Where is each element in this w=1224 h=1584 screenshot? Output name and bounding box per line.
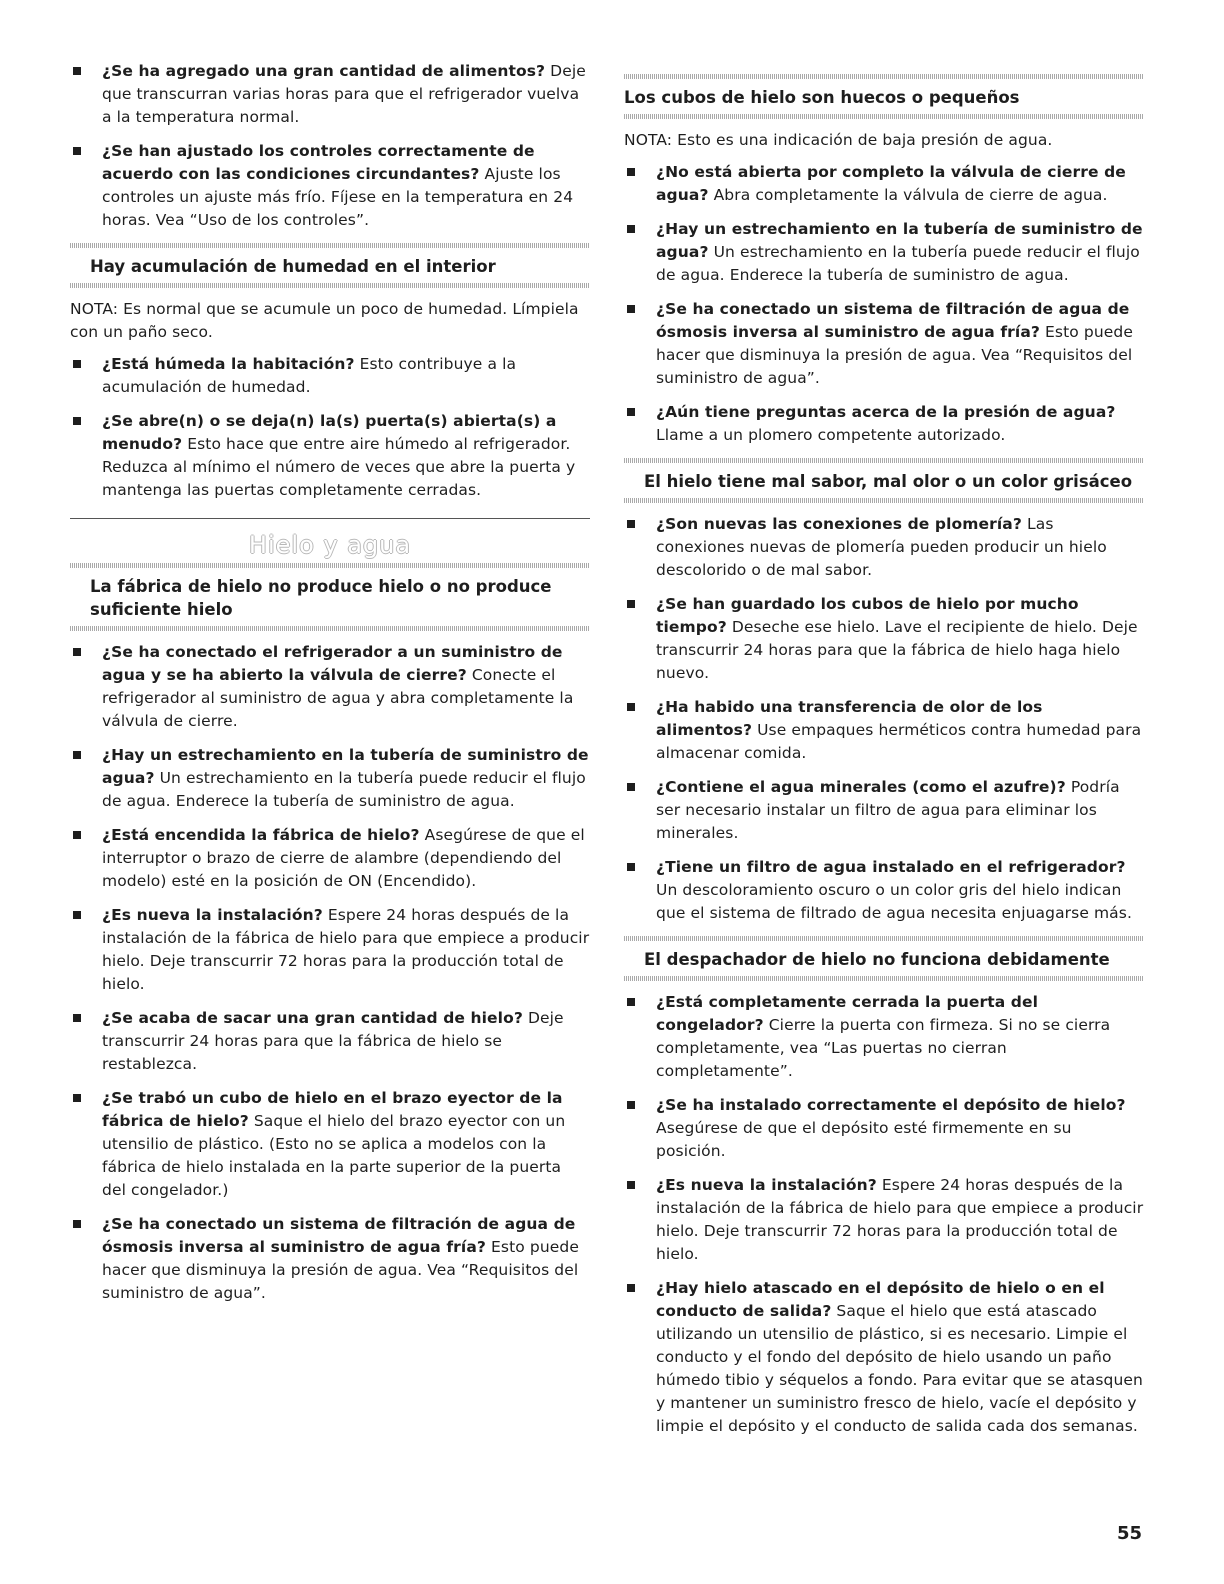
taste-heading: El hielo tiene mal sabor, mal olor o un color grisáceo <box>624 458 1144 503</box>
bullet-icon <box>73 648 81 656</box>
list-item: ¿Contiene el agua minerales (como el azufre)? Podría ser necesario instalar un filtro de agua para eliminar los minerales. <box>624 776 1144 845</box>
bullet-icon <box>73 67 81 75</box>
bullet-icon <box>73 1094 81 1102</box>
hollow-cubes-note: NOTA: Esto es una indicación de baja presión de agua. <box>624 131 1053 149</box>
bullet-icon <box>73 360 81 368</box>
bullet-icon <box>73 1014 81 1022</box>
bullet-icon <box>73 1220 81 1228</box>
list-item: ¿Ha habido una transferencia de olor de los alimentos? Use empaques herméticos contra humedad para almacenar comida. <box>624 696 1144 765</box>
list-item: ¿Se ha agregado una gran cantidad de alimentos? Deje que transcurran varias horas para que el refrigerador vuelva a la temperatura normal. <box>70 60 590 129</box>
list-item: ¿Son nuevas las conexiones de plomería? Las conexiones nuevas de plomería pueden producir un hielo descolorido o de mal sabor. <box>624 513 1144 582</box>
list-item: ¿Se han guardado los cubos de hielo por mucho tiempo? Deseche ese hielo. Lave el recipiente de hielo. Deje transcurrir 24 horas para que la fábrica de hielo haga hielo nuevo. <box>624 593 1144 685</box>
right-column <box>624 70 1144 1449</box>
section-divider <box>70 518 590 519</box>
list-item: ¿Se trabó un cubo de hielo en el brazo eyector de la fábrica de hielo? Saque el hielo del brazo eyector con un utensilio de plástico. (Esto no se aplica a modelos con la fábrica de hielo instalada en la parte superior de la puerta del congelador.) <box>70 1087 590 1202</box>
humidity-note: NOTA: Es normal que se acumule un poco de humedad. Límpiela con un paño seco. <box>70 300 579 341</box>
bullet-icon <box>627 520 635 528</box>
bullet-icon <box>73 911 81 919</box>
icemaker-list <box>70 641 590 1305</box>
bullet-icon <box>627 998 635 1006</box>
bullet-icon <box>627 783 635 791</box>
bullet-icon <box>627 1181 635 1189</box>
list-item: ¿Aún tiene preguntas acerca de la presión de agua? Llame a un plomero competente autorizado. <box>624 401 1144 447</box>
list-item: ¿Está encendida la fábrica de hielo? Asegúrese de que el interruptor o brazo de cierre de alambre (dependiendo del modelo) esté en la posición de ON (Encendido). <box>70 824 590 893</box>
bullet-icon <box>73 417 81 425</box>
taste-list <box>624 513 1144 925</box>
hollow-cubes-list <box>624 161 1144 447</box>
list-item: ¿Es nueva la instalación? Espere 24 horas después de la instalación de la fábrica de hielo para que empiece a producir hielo. Deje transcurrir 72 horas para la producción total de hielo. <box>70 904 590 996</box>
list-item: ¿Se ha conectado el refrigerador a un suministro de agua y se ha abierto la válvula de cierre? Conecte el refrigerador al suministro de agua y abra completamente la válvula de cierre. <box>70 641 590 733</box>
bullet-icon <box>627 305 635 313</box>
page-number: 55 <box>1116 1523 1142 1544</box>
bullet-icon <box>627 1284 635 1292</box>
humidity-heading: Hay acumulación de humedad en el interior <box>70 243 590 288</box>
humidity-list <box>70 353 590 502</box>
dispenser-heading: El despachador de hielo no funciona debidamente <box>624 936 1144 981</box>
left-column <box>70 60 590 1316</box>
list-item: ¿Está completamente cerrada la puerta del congelador? Cierre la puerta con firmeza. Si no se cierra completamente, vea “Las puertas no cierran completamente”. <box>624 991 1144 1083</box>
list-item: ¿Se abre(n) o se deja(n) la(s) puerta(s) abierta(s) a menudo? Esto hace que entre aire húmedo al refrigerador. Reduzca al mínimo el número de veces que abre la puerta y mantenga las puertas completamente cerradas. <box>70 410 590 502</box>
dispenser-list <box>624 991 1144 1438</box>
list-item: ¿Tiene un filtro de agua instalado en el refrigerador? Un descoloramiento oscuro o un color gris del hielo indican que el sistema de filtrado de agua necesita enjuagarse más. <box>624 856 1144 925</box>
bullet-icon <box>73 147 81 155</box>
list-item: ¿Hay hielo atascado en el depósito de hielo o en el conducto de salida? Saque el hielo que está atascado utilizando un utensilio de plástico, si es necesario. Limpie el conducto y el fondo del depósito de hielo usando un paño húmedo tibio y séquelos a fondo. Para evitar que se atasquen y mantener un suministro fresco de hielo, vacíe el depósito y limpie el depósito y el conducto de salida cada dos semanas. <box>624 1277 1144 1438</box>
list-item: ¿No está abierta por completo la válvula de cierre de agua? Abra completamente la válvula de cierre de agua. <box>624 161 1144 207</box>
intro-list <box>70 60 590 232</box>
bullet-icon <box>627 600 635 608</box>
bullet-icon <box>627 1101 635 1109</box>
icemaker-heading: La fábrica de hielo no produce hielo o no produce suficiente hielo <box>70 563 590 631</box>
list-item: ¿Hay un estrechamiento en la tubería de suministro de agua? Un estrechamiento en la tubería puede reducir el flujo de agua. Enderece la tubería de suministro de agua. <box>624 218 1144 287</box>
bullet-icon <box>627 408 635 416</box>
list-item: ¿Se han ajustado los controles correctamente de acuerdo con las condiciones circundantes? Ajuste los controles un ajuste más frío. Fíjese en la temperatura en 24 horas. Vea “Uso de los controles”. <box>70 140 590 232</box>
bullet-icon <box>73 751 81 759</box>
bullet-icon <box>627 168 635 176</box>
list-item: ¿Está húmeda la habitación? Esto contribuye a la acumulación de humedad. <box>70 353 590 399</box>
list-item: ¿Se ha instalado correctamente el depósito de hielo? Asegúrese de que el depósito esté firmemente en su posición. <box>624 1094 1144 1163</box>
bullet-icon <box>627 225 635 233</box>
list-item: ¿Hay un estrechamiento en la tubería de suministro de agua? Un estrechamiento en la tubería puede reducir el flujo de agua. Enderece la tubería de suministro de agua. <box>70 744 590 813</box>
bullet-icon <box>627 703 635 711</box>
hollow-cubes-heading: Los cubos de hielo son huecos o pequeños <box>624 74 1144 119</box>
list-item: ¿Se ha conectado un sistema de filtración de agua de ósmosis inversa al suministro de agua fría? Esto puede hacer que disminuya la presión de agua. Vea “Requisitos del suministro de agua”. <box>624 298 1144 390</box>
bullet-icon <box>627 863 635 871</box>
list-item: ¿Se acaba de sacar una gran cantidad de hielo? Deje transcurrir 24 horas para que la fábrica de hielo se restablezca. <box>70 1007 590 1076</box>
list-item: ¿Es nueva la instalación? Espere 24 horas después de la instalación de la fábrica de hielo para que empiece a producir hielo. Deje transcurrir 72 horas para la producción total de hielo. <box>624 1174 1144 1266</box>
list-item: ¿Se ha conectado un sistema de filtración de agua de ósmosis inversa al suministro de agua fría? Esto puede hacer que disminuya la presión de agua. Vea “Requisitos del suministro de agua”. <box>70 1213 590 1305</box>
bullet-icon <box>73 831 81 839</box>
section-title: Hielo y agua <box>248 531 412 559</box>
